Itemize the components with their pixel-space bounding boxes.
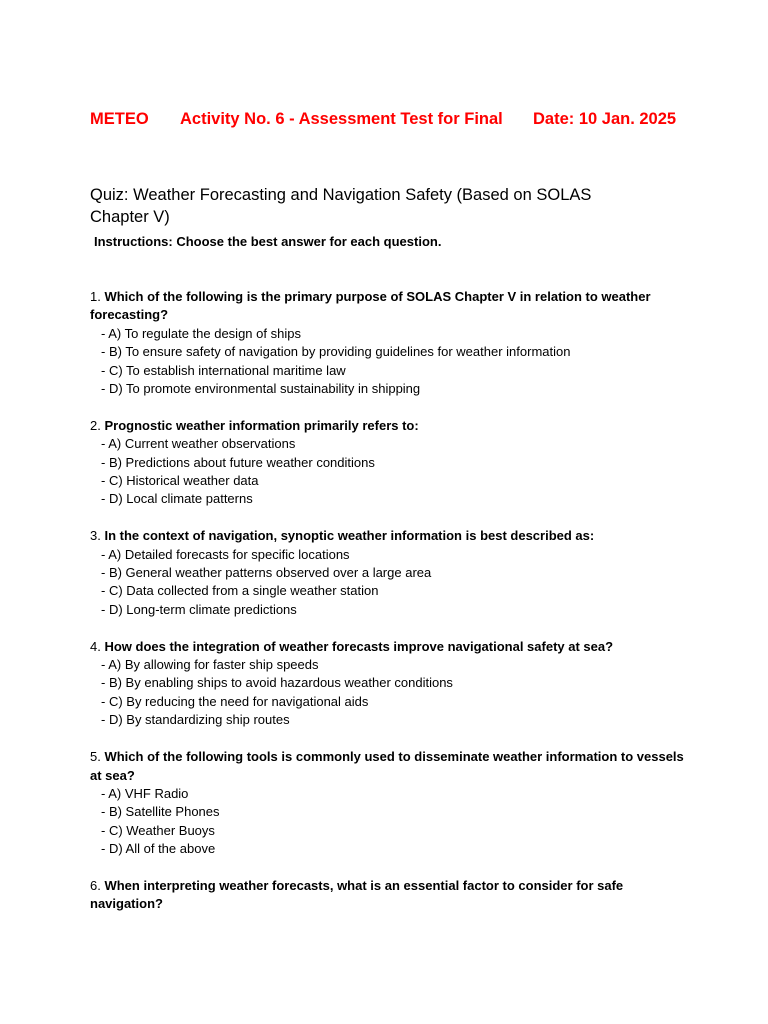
question-text: Which of the following is the primary purpose of SOLAS Chapter V in relation to weather forecasting?	[90, 289, 651, 323]
answer-option: - D) Long-term climate predictions	[101, 601, 297, 617]
answer-option: - B) Predictions about future weather conditions	[101, 454, 375, 470]
answer-option: - A) Detailed forecasts for specific locations	[101, 546, 350, 562]
question-number: 4.	[90, 638, 101, 654]
answer-option: - D) All of the above	[101, 841, 216, 857]
answer-option: - D) Local climate patterns	[101, 491, 253, 507]
instructions: Instructions: Choose the best answer for each question.	[94, 234, 442, 249]
answer-option: - A) Current weather observations	[101, 436, 296, 452]
answer-option: - C) Historical weather data	[101, 473, 259, 489]
answer-option: - D) To promote environmental sustainability in shipping	[101, 381, 421, 397]
question-number: 2.	[90, 417, 101, 433]
question-text: How does the integration of weather forecasts improve navigational safety at sea?	[104, 638, 614, 654]
question-stem	[90, 417, 690, 435]
answer-option: - A) VHF Radio	[101, 785, 189, 801]
question-stem	[90, 748, 690, 785]
answer-option: - C) To establish international maritime law	[101, 362, 346, 378]
quiz-title: Quiz: Weather Forecasting and Navigation Safety (Based on SOLAS Chapter V)	[90, 186, 592, 226]
date-label: Date: 10 Jan. 2025	[533, 110, 677, 128]
subject-label: METEO	[90, 110, 149, 128]
answer-option: - A) To regulate the design of ships	[101, 325, 301, 341]
question-text: Which of the following tools is commonly used to disseminate weather information to vessels at sea?	[90, 749, 684, 783]
question-number: 3.	[90, 528, 101, 544]
question-text: In the context of navigation, synoptic weather information is best described as:	[104, 528, 595, 544]
question-number: 5.	[90, 749, 101, 765]
question-text: When interpreting weather forecasts, what is an essential factor to consider for safe navigation?	[90, 877, 624, 912]
question-5	[90, 748, 690, 858]
answer-option: - D) By standardizing ship routes	[101, 712, 290, 728]
question-4	[90, 638, 690, 730]
question-6	[90, 877, 690, 914]
question-2	[90, 417, 690, 509]
question-number: 6.	[90, 877, 101, 893]
question-1	[90, 288, 690, 398]
answer-option: - B) General weather patterns observed over a large area	[101, 565, 432, 581]
answer-option: - C) By reducing the need for navigational aids	[101, 693, 369, 709]
answer-option: - A) By allowing for faster ship speeds	[101, 657, 319, 673]
answer-option: - B) Satellite Phones	[101, 804, 220, 820]
question-stem	[90, 877, 690, 914]
answer-option: - B) By enabling ships to avoid hazardous weather conditions	[101, 675, 453, 691]
answer-option: - C) Data collected from a single weather station	[101, 583, 379, 599]
question-list	[90, 288, 690, 932]
answer-option: - C) Weather Buoys	[101, 822, 215, 838]
question-stem	[90, 527, 690, 545]
activity-label: Activity No. 6 - Assessment Test for Final	[180, 110, 503, 128]
question-text: Prognostic weather information primarily refers to:	[104, 417, 419, 433]
question-stem	[90, 288, 690, 325]
question-number: 1.	[90, 289, 101, 304]
answer-option: - B) To ensure safety of navigation by providing guidelines for weather information	[101, 344, 571, 360]
question-3	[90, 527, 690, 619]
question-stem	[90, 638, 690, 656]
